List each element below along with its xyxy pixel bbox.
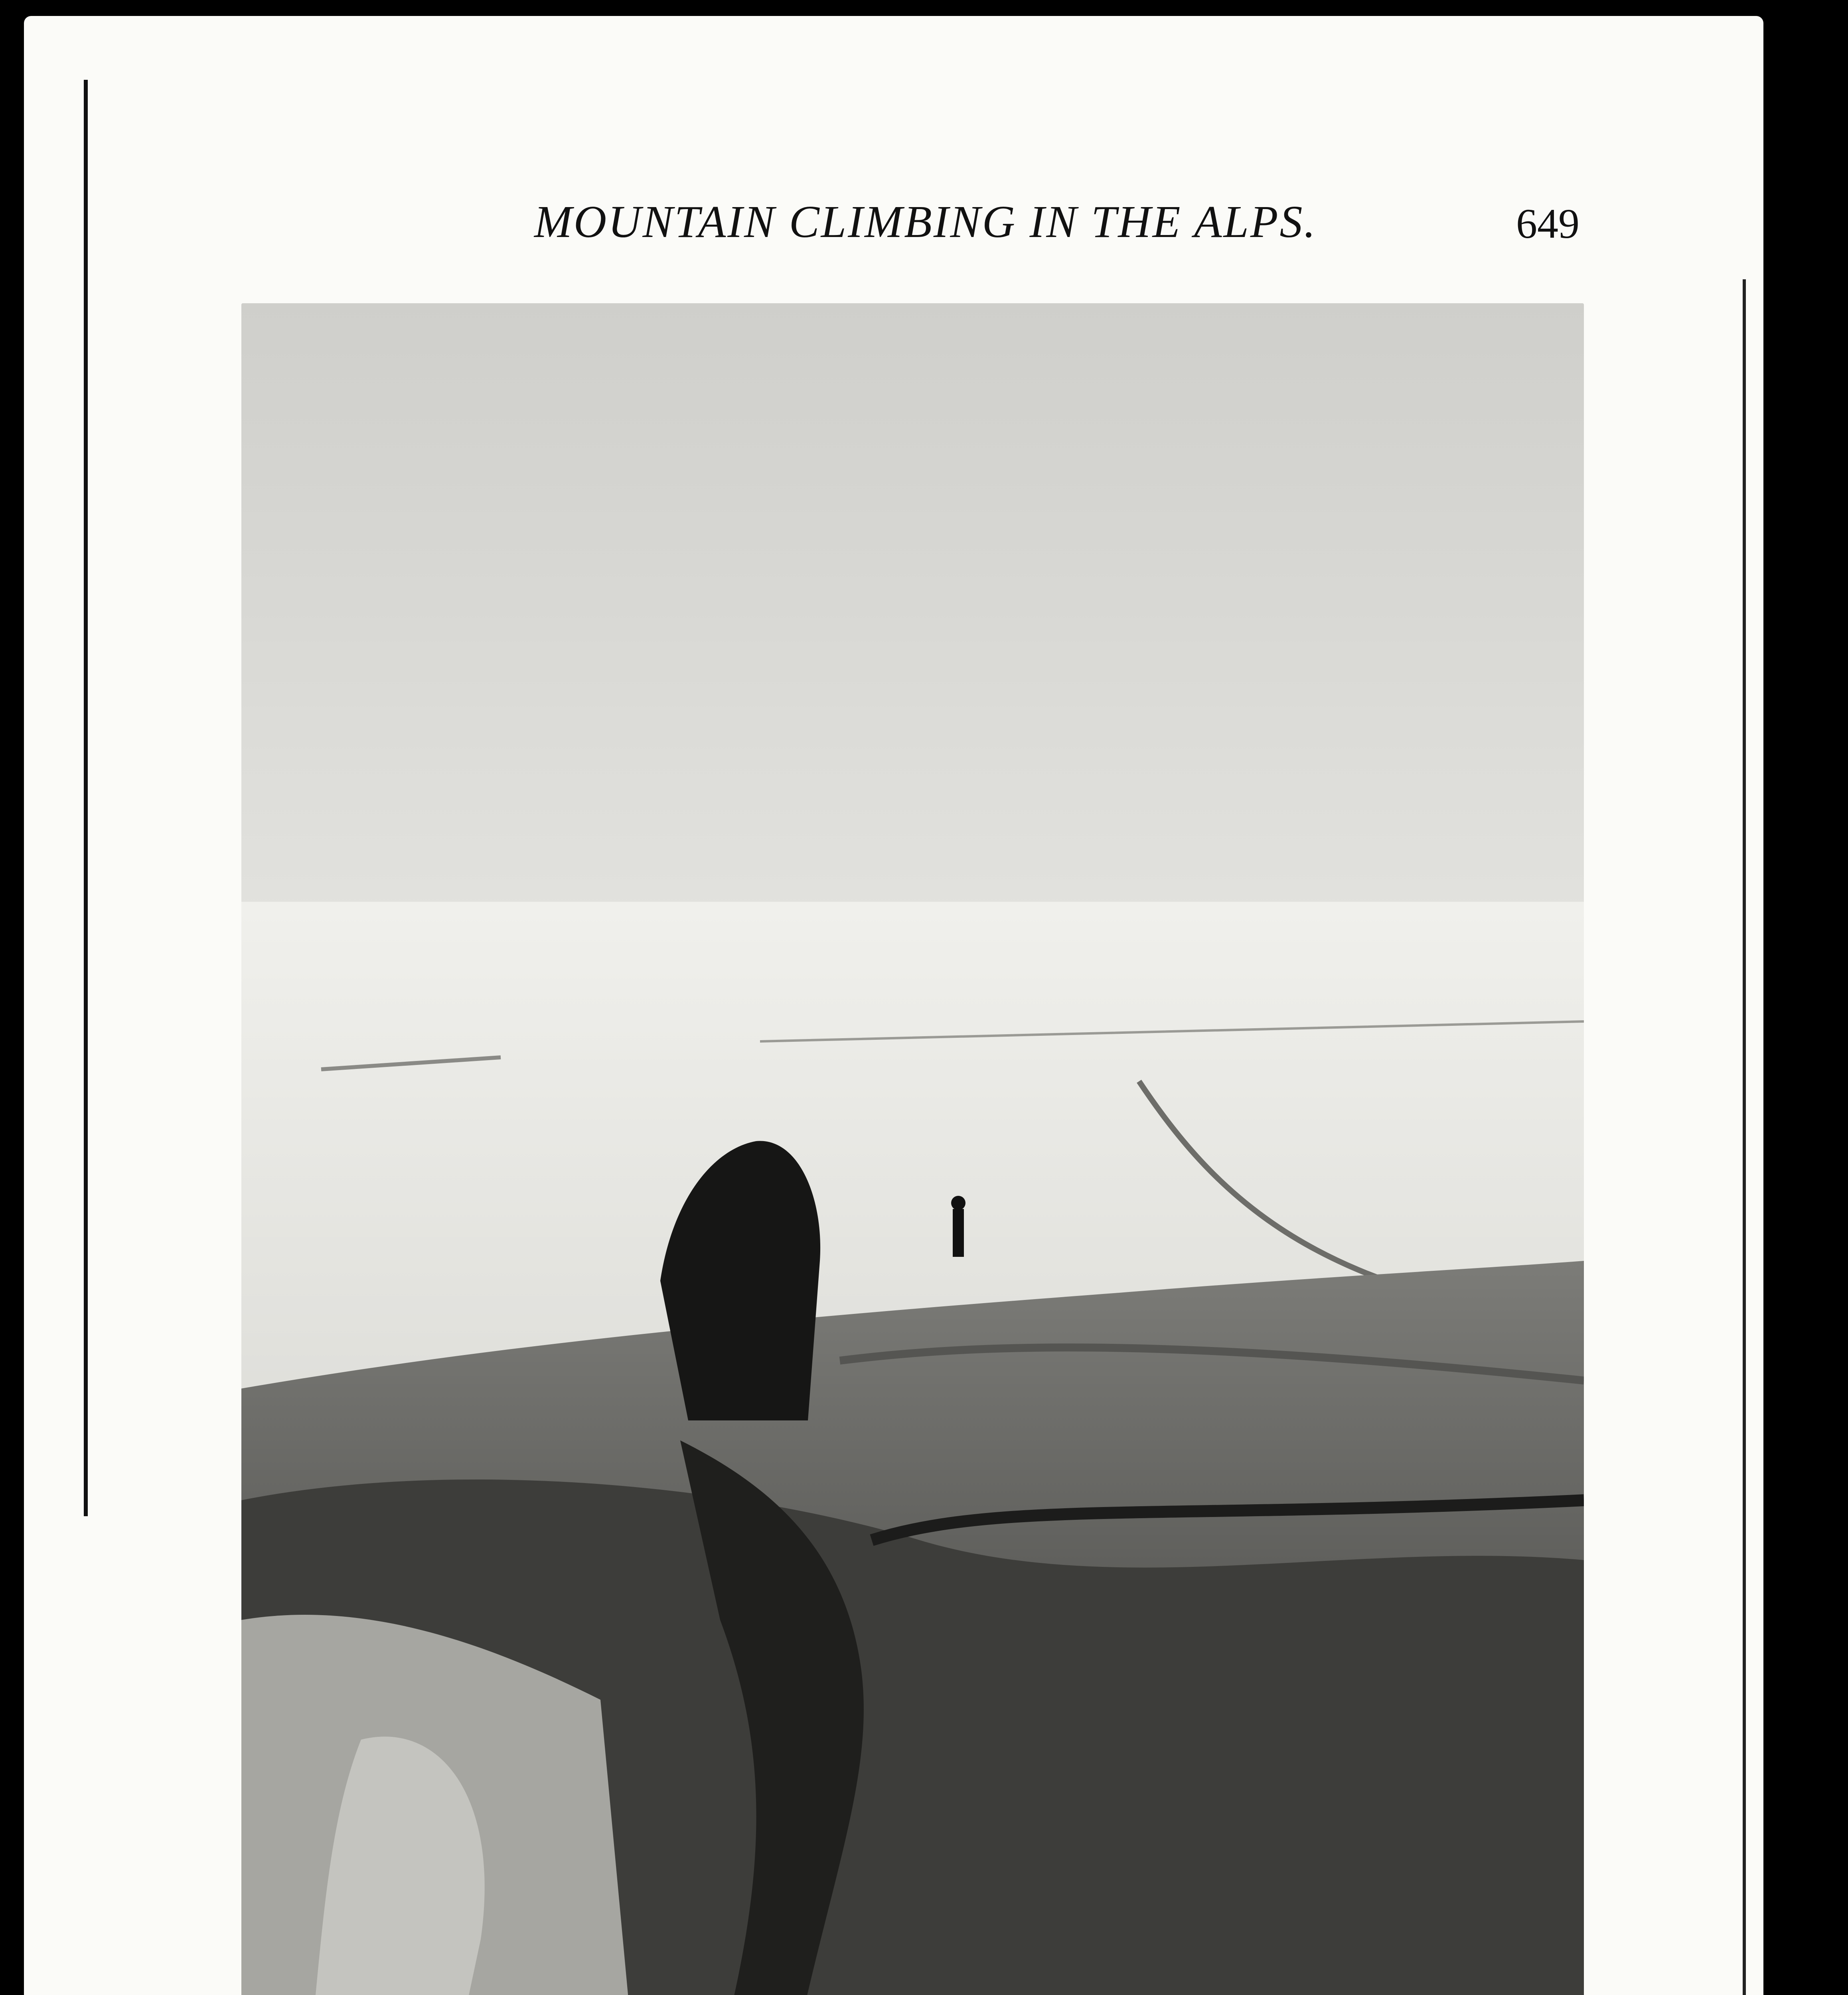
page-fold-left-edge	[84, 80, 88, 1516]
page-number: 649	[1516, 200, 1579, 247]
glacier-crevasse-photograph	[241, 303, 1584, 1995]
running-title: MOUNTAIN CLIMBING IN THE ALPS.	[534, 196, 1317, 247]
page-fold-right-edge	[1743, 279, 1746, 1995]
